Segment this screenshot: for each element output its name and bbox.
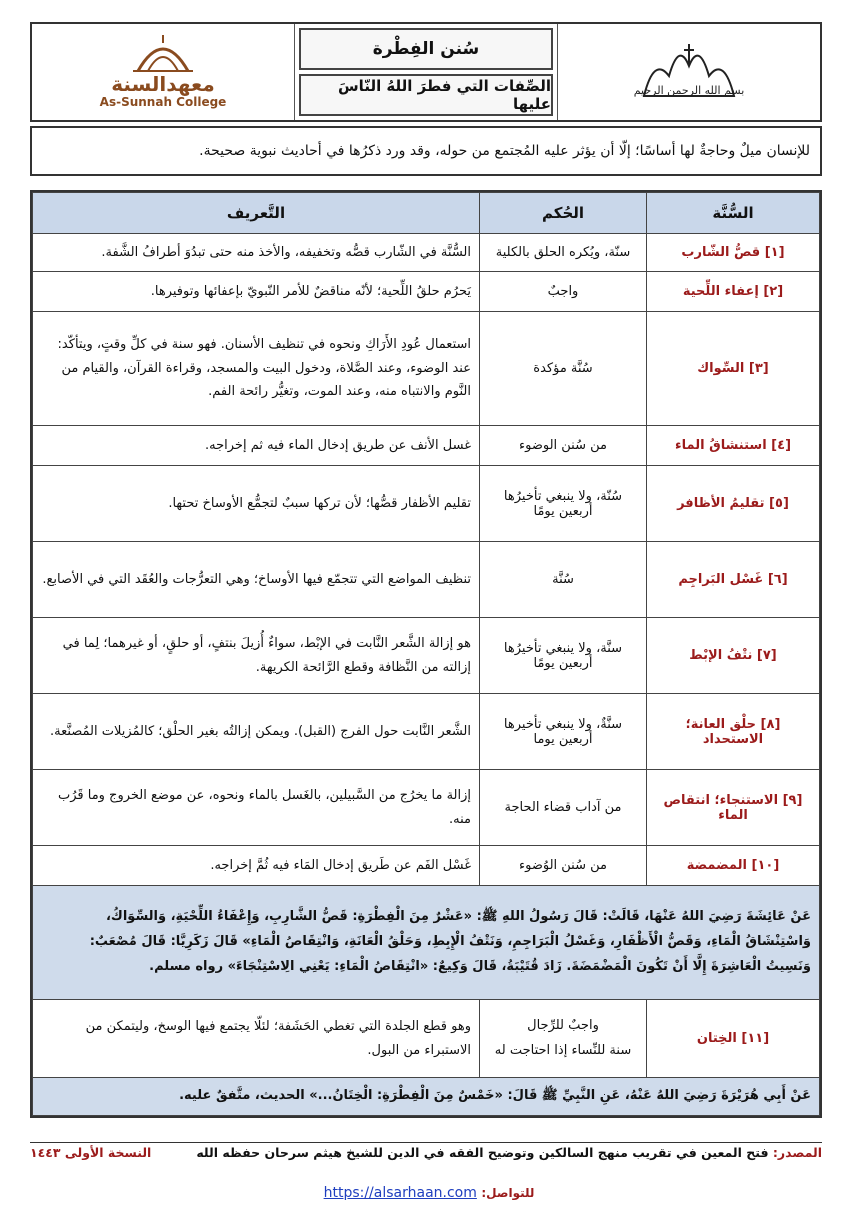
hukm-women: سنة للنِّساء إذا احتاجت له [494, 1042, 632, 1058]
page-subtitle: الصِّفات التي فطرَ اللهُ النّاسَ عليها [299, 74, 553, 116]
sunan-table [30, 190, 822, 1118]
sunnah-name: [٣] السِّواك [647, 312, 820, 426]
sunnah-name: [١١] الخِتان [647, 1000, 820, 1078]
table-row [33, 426, 820, 466]
calligraphy-icon [634, 36, 744, 108]
hukm-cell: سنَّة، ولا ينبغي تأخيرُها أربعين يومًا [480, 618, 647, 694]
source-footer [30, 1142, 822, 1160]
sunnah-name: [٩] الاستنجاء؛ انتقاص الماء [647, 770, 820, 846]
hukm-cell: واجبٌ [480, 272, 647, 312]
college-name-ar: معهدالسنة [111, 72, 215, 96]
table-row [33, 542, 820, 618]
hukm-men: واجبٌ للرِّجال [527, 1017, 599, 1033]
sunnah-name: [٢] إعفاء اللِّحية [647, 272, 820, 312]
hukm-cell: سُنّة، ولا ينبغي تأخيرُها أربعين يومًا [480, 466, 647, 542]
hukm-cell: سنّة، ويُكره الحلق بالكلية [480, 234, 647, 272]
tarif-cell: يَحرُم حلقُ اللِّحية؛ لأنّه مناقضٌ للأمر النّبويّ بإعفائها وتوفيرها. [33, 272, 480, 312]
basmala-calligraphy [557, 24, 820, 120]
table-row [33, 1000, 820, 1078]
table-row [33, 272, 820, 312]
edition-text: النسخة الأولى ١٤٤٣ [30, 1145, 152, 1160]
hukm-cell: من آداب قضاء الحاجة [480, 770, 647, 846]
header [30, 22, 822, 122]
tarif-cell: هو إزالة الشَّعر النَّابت في الإبْط، سواءٌ أُزيلَ بنتفٍ، أو حلقٍ، أو غيرهما؛ لِما في إزالته من النَّظافة وقطع الرَّائحة الكريهة. [33, 618, 480, 694]
contact-line [0, 1185, 858, 1201]
table-row [33, 234, 820, 272]
tarif-cell: الشَّعر النَّابت حول الفرج (القبل). ويمكن إزالتُه بغير الحلْق؛ كالمُزيلات المُصنَّعة. [33, 694, 480, 770]
svg-text:بسم الله الرحمن الرحيم: بسم الله الرحمن الرحيم [634, 84, 744, 97]
intro-text: للإنسان ميلٌ وحاجةٌ لها أساسًا؛ إلّا أن يؤثر عليه المُجتمع من حوله، وقد ورد ذكرُها في أحاديث نبوية صحيحة. [30, 126, 822, 176]
table-header-row [33, 193, 820, 234]
hukm-cell: سنَّةٌ، ولا ينبغي تأخيرها أربعين يوما [480, 694, 647, 770]
tarif-cell: غسل الأنف عن طريق إدخال الماء فيه ثم إخراجه. [33, 426, 480, 466]
tarif-cell: تقليم الأظفار قصُّها؛ لأن تركها سببٌ لتجمُّع الأوساخ تحتها. [33, 466, 480, 542]
col-tarif-header: التَّعريف [33, 193, 480, 234]
hukm-cell [480, 1000, 647, 1078]
tarif-cell: السُّنَّة في الشّارب قصُّه وتخفيفه، والأخذ منه حتى تبدُوَ أطرافُ الشَّفة. [33, 234, 480, 272]
college-logo [32, 24, 295, 120]
hukm-cell: من سُنن الوُضوء [480, 846, 647, 886]
table-row [33, 618, 820, 694]
table-row [33, 846, 820, 886]
source-label: المصدر: [772, 1145, 822, 1160]
hukm-cell: من سُنن الوضوء [480, 426, 647, 466]
sunnah-name: [٧] نتْفُ الإبْط [647, 618, 820, 694]
table-row [33, 312, 820, 426]
table-row [33, 770, 820, 846]
hukm-cell: سُنَّة مؤكدة [480, 312, 647, 426]
hukm-cell: سُنَّة [480, 542, 647, 618]
hadith-abu-hurayra: عَنْ أَبِي هُرَيْرَةَ رَضِيَ اللهُ عَنْهُ، عَنِ النَّبِيِّ ﷺ قَالَ: «خَمْسٌ مِنَ الْفِطْرَةِ: الْخِتَانُ...» الحديث، متَّفقٌ عليه. [33, 1078, 820, 1116]
dome-icon [128, 35, 198, 73]
contact-label: للتواصل: [481, 1186, 535, 1200]
col-hukm-header: الحُكم [480, 193, 647, 234]
table-row [33, 466, 820, 542]
tarif-cell: استعمال عُودِ الأَرَاكِ ونحوه في تنظيف الأسنان. فهو سنة في كلِّ وقتٍ، ويتأكّد: عند الوضوء، وعند الصَّلاة، ودخول البيت والمسجد، وقراءة القرآن، والقيام من النَّوم والانتباه منه، وعند الموت، وتغيُّر رائحة الفم. [33, 312, 480, 426]
tarif-cell: غَسْل الفَم عن طَريق إدخال المَاء فيه ثُمَّ إخراجه. [33, 846, 480, 886]
tarif-cell: إزالة ما يخرُج من السَّبيلين، بالغَسل بالماء ونحوه، عن موضع الخروج وما قَرُب منه. [33, 770, 480, 846]
table-row [33, 694, 820, 770]
college-name-en: As-Sunnah College [99, 95, 227, 109]
sunnah-name: [٦] غَسْل البَراجِم [647, 542, 820, 618]
sunnah-name: [١] قصُّ الشّارب [647, 234, 820, 272]
hadith-row [33, 1078, 820, 1116]
sunnah-name: [٨] حلْق العانة؛ الاستحداد [647, 694, 820, 770]
source-text: فتح المعين في تقريب منهج السالكين وتوضيح الفقه في الدين للشيخ هيثم سرحان حفظه الله [196, 1145, 769, 1160]
page-title: سُنن الفِطْرة [299, 28, 553, 70]
tarif-cell: تنظيف المواضع التي تتجمّع فيها الأوساخ؛ وهي التعرُّجات والعُقَد التي في الأصابع. [33, 542, 480, 618]
hadith-row [33, 886, 820, 1000]
col-sunnah-header: السُّنَّة [647, 193, 820, 234]
sunnah-name: [٥] تقليمُ الأظافر [647, 466, 820, 542]
sunnah-name: [١٠] المضمضة [647, 846, 820, 886]
tarif-cell: وهو قطع الجلدة التي تغطي الحَشَفة؛ لئلّا يجتمع فيها الوسخ، وليتمكن من الاستبراء من البول. [33, 1000, 480, 1078]
hadith-aisha: عَنْ عَائِشَةَ رَضِيَ اللهُ عَنْهَا، قَالَتْ: قَالَ رَسُولُ اللهِ ﷺ: «عَشْرٌ مِنَ الْفِطْرَةِ: قَصُّ الشَّارِبِ، وَإِعْفَاءُ اللِّحْيَةِ، وَالسِّوَاكُ، وَاسْتِنْشَاقُ الْمَاءِ، وَقَصُّ الْأَظْفَارِ، وَغَسْلُ الْبَرَاجِمِ، وَنَتْفُ الْإِبِطِ، وَحَلْقُ الْعَانَةِ، وَانْتِقَاصُ الْمَاءِ» قَالَ زَكَرِيَّا: قَالَ مُصْعَبٌ: وَنَسِيتُ الْعَاشِرَةَ إِلَّا أَنْ تَكُونَ الْمَضْمَضَةَ. زَادَ قُتَيْبَةُ، قَالَ وَكِيعٌ: «انْتِقَاصُ الْمَاءِ: يَعْنِي الِاسْتِنْجَاءَ» رواه مسلم. [33, 886, 820, 1000]
sunnah-name: [٤] استنشاقُ الماء [647, 426, 820, 466]
website-link[interactable]: https://alsarhaan.com [323, 1185, 477, 1201]
